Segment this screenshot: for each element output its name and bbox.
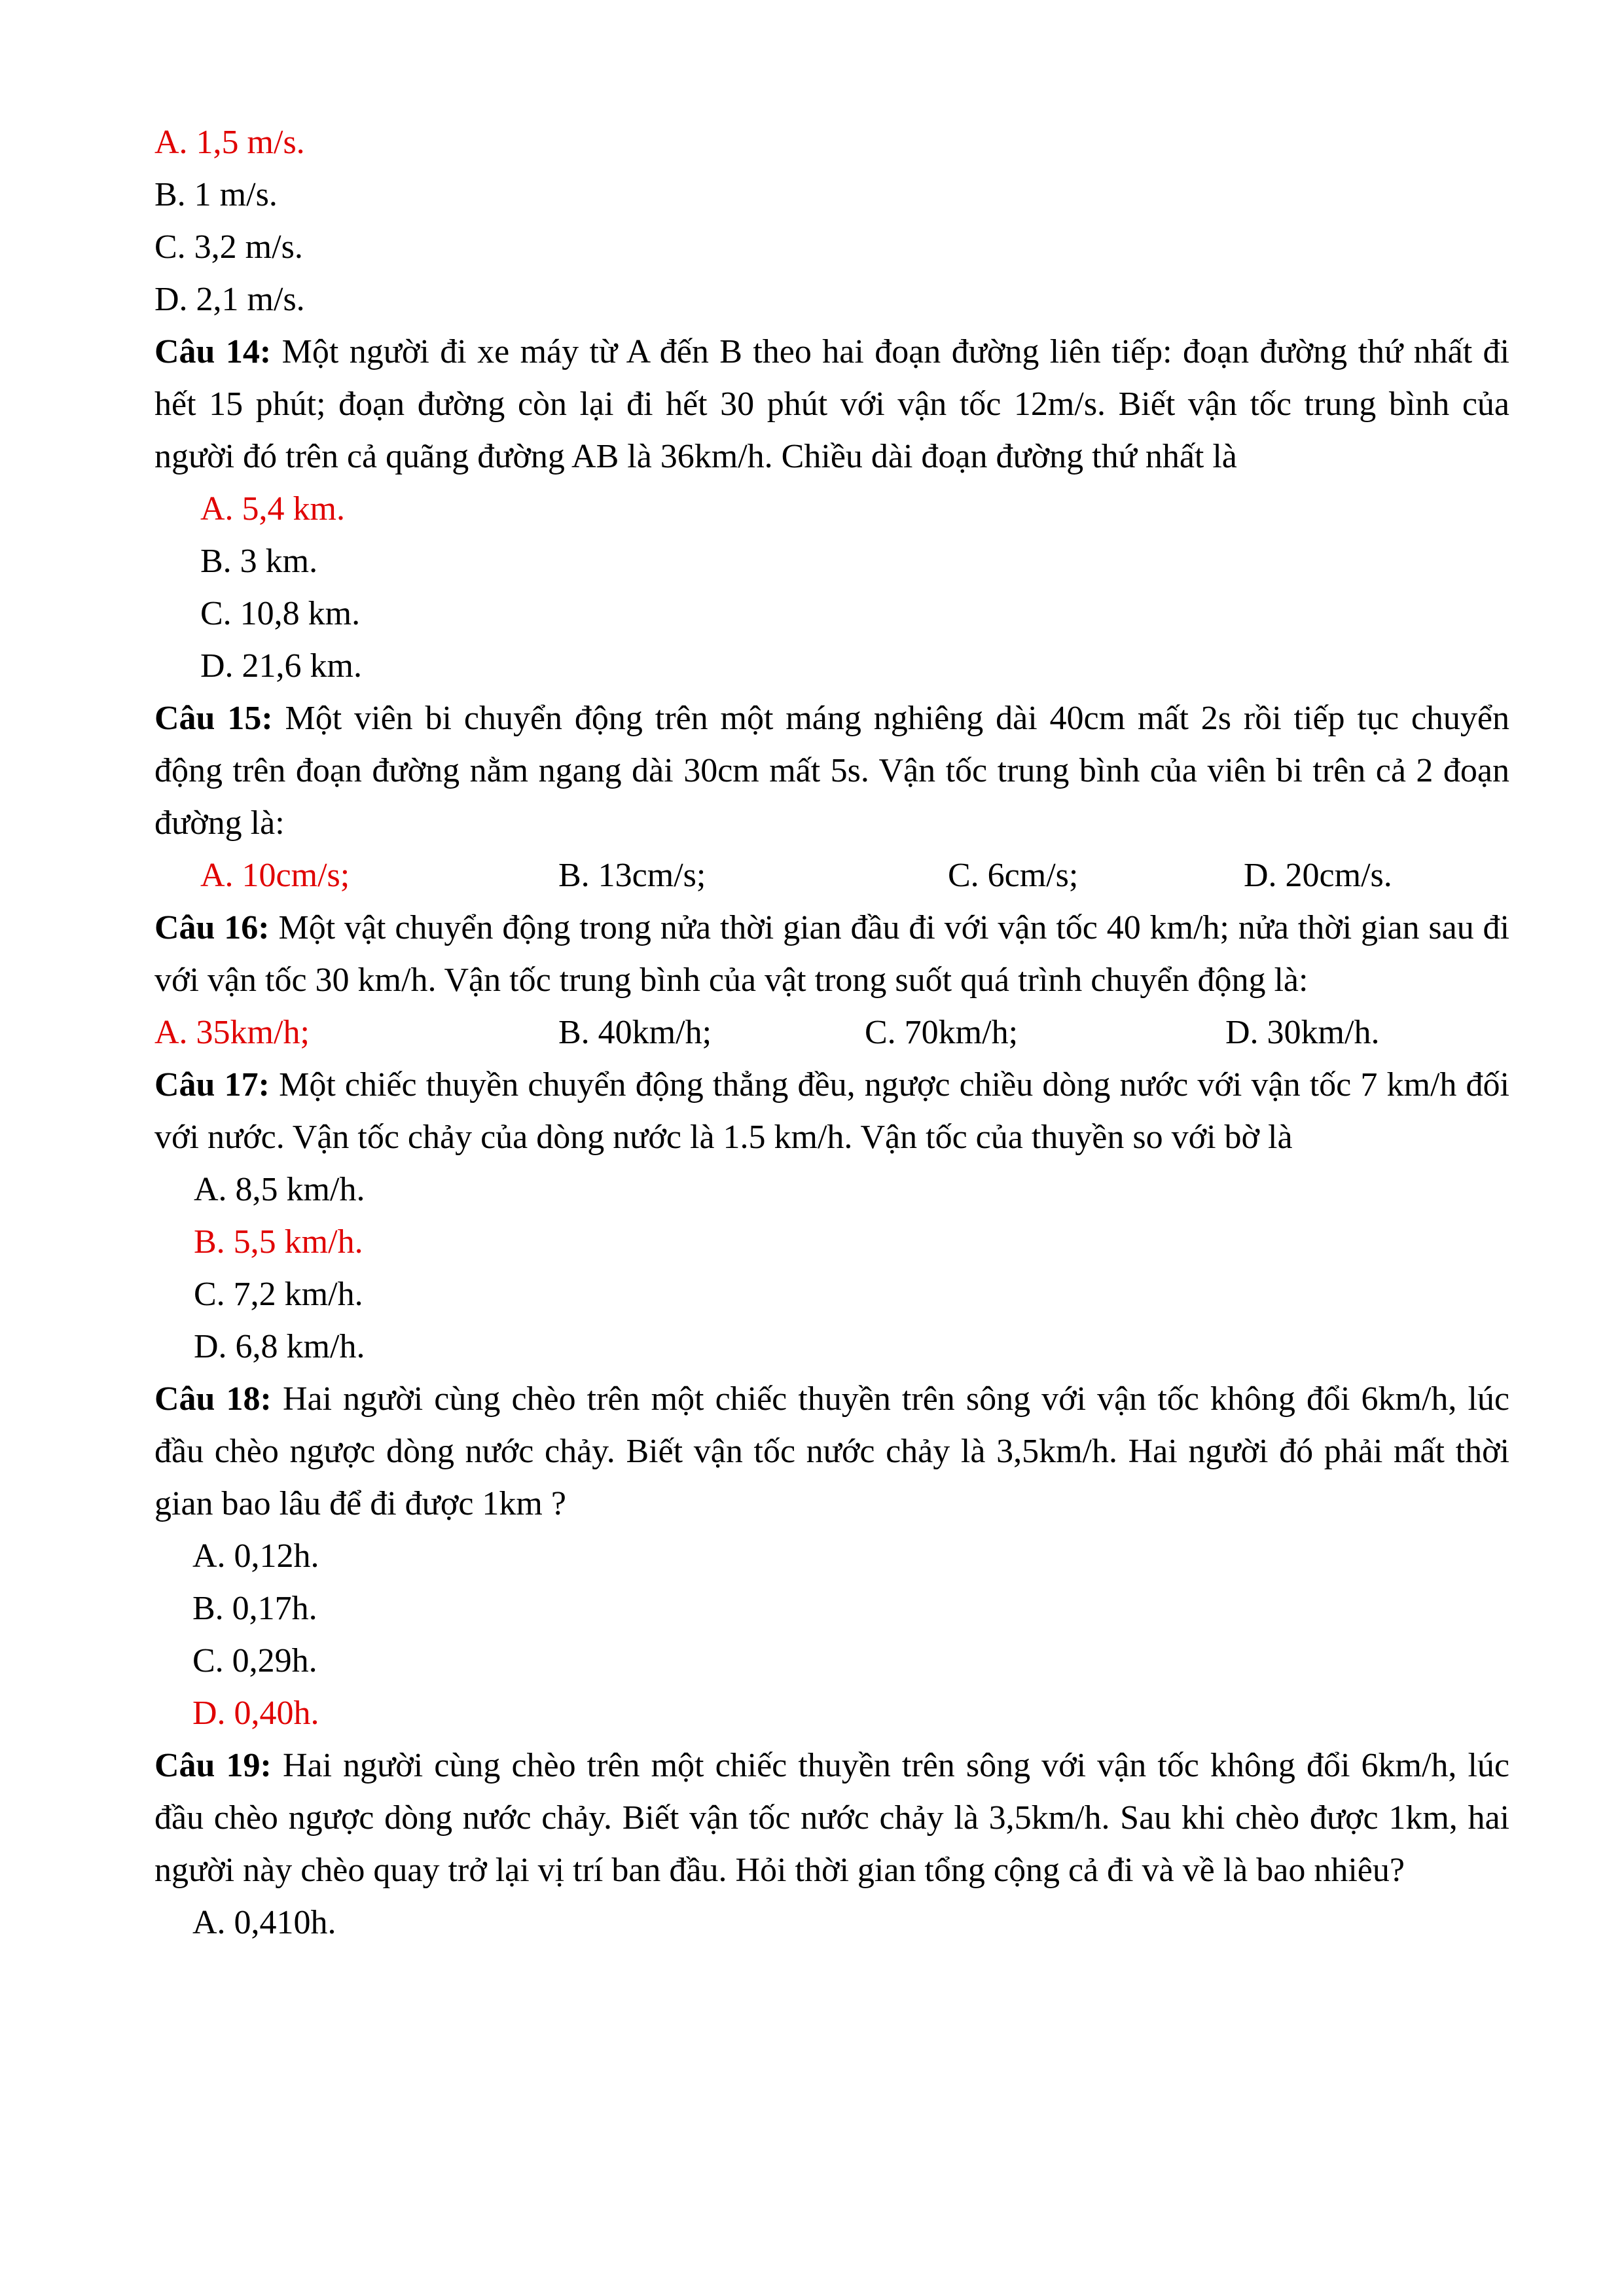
q16-option-d: D. 30km/h. (1225, 1014, 1380, 1051)
q17-text: Một chiếc thuyền chuyển động thẳng đều, ngược chiều dòng nước với vận tốc 7 km/h đối với nước. Vận tốc chảy của dòng nước là 1.5 km/h. Vận tốc của thuyền so với bờ là (154, 1066, 1509, 1156)
q14-option-c: C. 10,8 km. (200, 595, 361, 632)
q19-option-a: A. 0,410h. (192, 1904, 336, 1941)
q17-label: Câu 17: (154, 1066, 270, 1103)
q16-option-c: C. 70km/h; (865, 1014, 1019, 1051)
q17-option-c: C. 7,2 km/h. (194, 1276, 363, 1313)
q18-stem (154, 1373, 1509, 1530)
q14-option-a: A. 5,4 km. (200, 490, 345, 528)
q14-option-b: B. 3 km. (200, 543, 318, 580)
q19-label: Câu 19: (154, 1747, 272, 1784)
q14-option-d: D. 21,6 km. (200, 647, 362, 685)
q18-text: Hai người cùng chèo trên một chiếc thuyền trên sông với vận tốc không đổi 6km/h, lúc đầu chèo ngược dòng nước chảy. Biết vận tốc nước chảy là 3,5km/h. Hai người đó phải mất thời gian bao lâu để đi được 1km ? (154, 1380, 1510, 1522)
q15-options-row (154, 850, 1509, 902)
q15-text: Một viên bi chuyển động trên một máng nghiêng dài 40cm mất 2s rồi tiếp tục chuyển động trên đoạn đường nằm ngang dài 30cm mất 5s. Vận tốc trung bình của viên bi trên cả 2 đoạn đường là: (154, 700, 1509, 842)
q18-option-b: B. 0,17h. (192, 1590, 317, 1627)
q16-text: Một vật chuyển động trong nửa thời gian đầu đi với vận tốc 40 km/h; nửa thời gian sau đi với vận tốc 30 km/h. Vận tốc trung bình của vật trong suốt quá trình chuyển động là: (154, 909, 1509, 999)
document-page (154, 117, 1509, 1949)
q18-label: Câu 18: (154, 1380, 272, 1418)
q15-option-d: D. 20cm/s. (1244, 857, 1392, 894)
q19-stem (154, 1740, 1509, 1897)
q18-option-a: A. 0,12h. (192, 1537, 319, 1575)
q16-options-row (154, 1007, 1509, 1059)
q16-option-b: B. 40km/h; (558, 1014, 712, 1051)
q15-option-b: B. 13cm/s; (558, 857, 706, 894)
q13-option-a: A. 1,5 m/s. (154, 124, 305, 161)
q17-option-d: D. 6,8 km/h. (194, 1328, 365, 1365)
q15-option-a: A. 10cm/s; (200, 857, 350, 894)
q13-option-c: C. 3,2 m/s. (154, 228, 303, 266)
q15-stem (154, 692, 1509, 850)
q14-stem (154, 326, 1509, 483)
q18-option-c: C. 0,29h. (192, 1642, 317, 1679)
q17-option-b: B. 5,5 km/h. (194, 1223, 363, 1261)
q18-option-d: D. 0,40h. (192, 1695, 319, 1732)
q15-option-c: C. 6cm/s; (948, 857, 1079, 894)
q19-text: Hai người cùng chèo trên một chiếc thuyền trên sông với vận tốc không đổi 6km/h, lúc đầu chèo ngược dòng nước chảy. Biết vận tốc nước chảy là 3,5km/h. Sau khi chèo được 1km, hai người này chèo quay trở lại vị trí ban đầu. Hỏi thời gian tổng cộng cả đi và về là bao nhiêu? (154, 1747, 1510, 1889)
q17-stem (154, 1059, 1509, 1164)
q14-text: Một người đi xe máy từ A đến B theo hai đoạn đường liên tiếp: đoạn đường thứ nhất đi hết 15 phút; đoạn đường còn lại đi hết 30 phút với vận tốc 12m/s. Biết vận tốc trung bình của người đó trên cả quãng đường AB là 36km/h. Chiều dài đoạn đường thứ nhất là (154, 333, 1509, 475)
q13-option-d: D. 2,1 m/s. (154, 281, 305, 318)
q15-label: Câu 15: (154, 700, 273, 737)
q16-stem (154, 902, 1509, 1007)
q14-label: Câu 14: (154, 333, 272, 370)
q16-label: Câu 16: (154, 909, 270, 946)
q13-option-b: B. 1 m/s. (154, 176, 278, 213)
q17-option-a: A. 8,5 km/h. (194, 1171, 365, 1208)
q16-option-a: A. 35km/h; (154, 1014, 310, 1051)
